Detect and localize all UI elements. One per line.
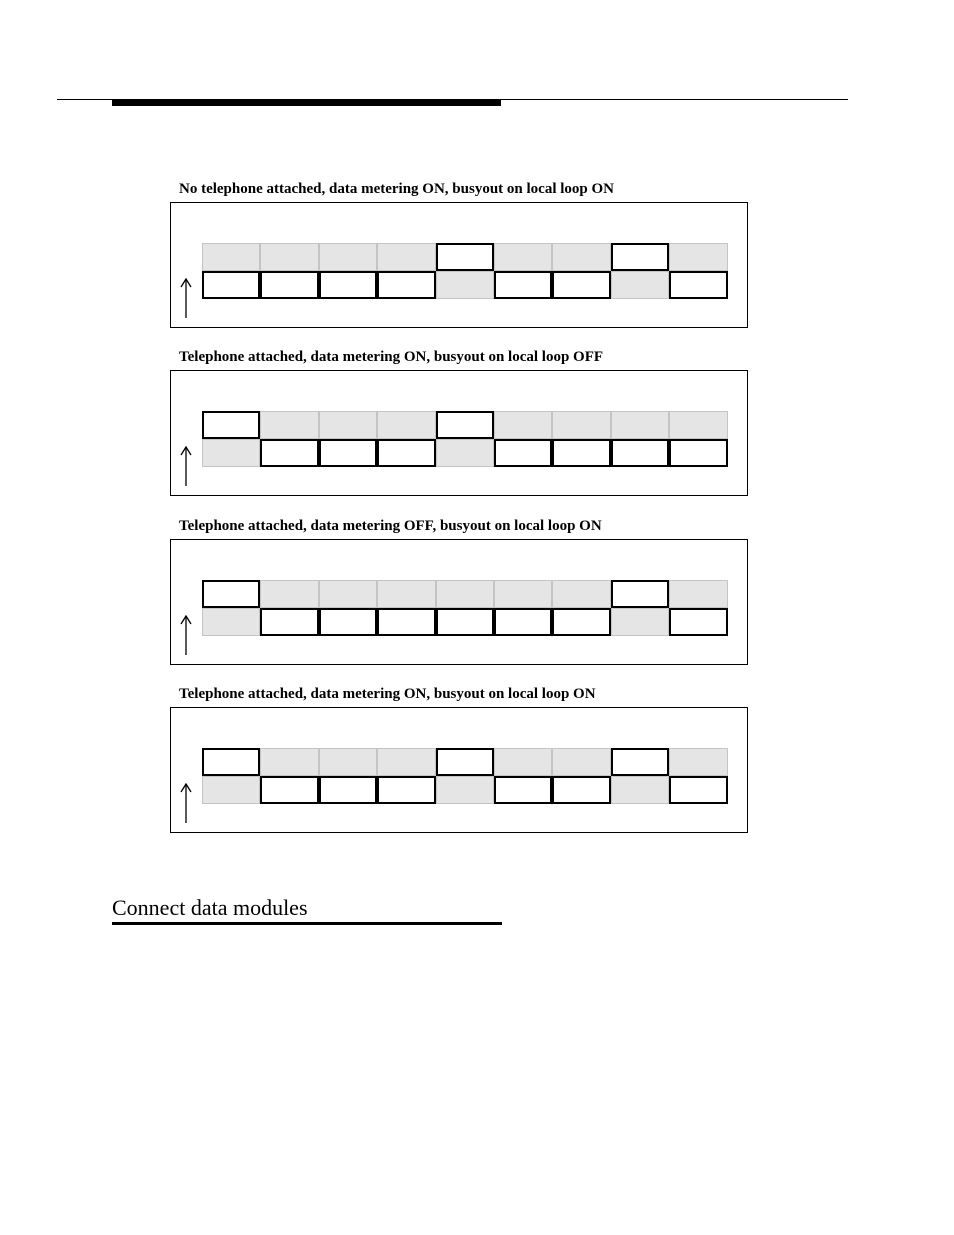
switch-position-7-off [552, 748, 610, 776]
switch-position-2-on [260, 271, 318, 299]
switch-position-9-off [669, 243, 727, 271]
switch-position-8-on [611, 580, 669, 608]
switch-position-3-off [319, 748, 377, 776]
up-arrow-icon [179, 277, 193, 319]
up-arrow-icon [179, 782, 193, 824]
section-heading: Connect data modules [112, 895, 308, 920]
switch-position-2-on [260, 608, 318, 636]
switch-position-3-off [319, 411, 377, 439]
switch-position-8-off [611, 608, 669, 636]
switch-position-7-on [552, 776, 610, 804]
switch-position-1-on [202, 411, 260, 439]
switch-position-7-off [552, 243, 610, 271]
switch-position-1-off [202, 243, 260, 271]
switch-position-3-on [319, 776, 377, 804]
switch-position-2-off [260, 411, 318, 439]
switch-position-8-off [611, 776, 669, 804]
switch-position-4-off [377, 243, 435, 271]
switch-row-bottom [202, 271, 728, 299]
switch-row-top [202, 748, 728, 776]
switch-row-top [202, 243, 728, 271]
switch-position-9-on [669, 608, 727, 636]
switch-position-4-off [377, 748, 435, 776]
up-arrow-icon [179, 614, 193, 656]
switch-position-4-on [377, 608, 435, 636]
switch-position-5-off [436, 439, 494, 467]
switch-position-7-on [552, 608, 610, 636]
switch-position-9-off [669, 748, 727, 776]
switch-position-5-on [436, 748, 494, 776]
switch-row-bottom [202, 439, 728, 467]
switch-position-4-on [377, 439, 435, 467]
switch-position-6-on [494, 776, 552, 804]
header-rule-accent [112, 99, 501, 106]
up-arrow-icon [179, 445, 193, 487]
switch-position-9-on [669, 439, 727, 467]
switch-position-8-on [611, 243, 669, 271]
switch-position-8-off [611, 271, 669, 299]
switch-position-4-off [377, 580, 435, 608]
diagram-caption: No telephone attached, data metering ON, busyout on local loop ON [179, 181, 614, 197]
switch-position-7-off [552, 411, 610, 439]
switch-position-9-on [669, 271, 727, 299]
switch-position-3-on [319, 608, 377, 636]
switch-position-1-on [202, 580, 260, 608]
switch-position-3-on [319, 439, 377, 467]
switch-position-2-off [260, 243, 318, 271]
switch-position-8-on [611, 748, 669, 776]
diagram-caption: Telephone attached, data metering ON, busyout on local loop OFF [179, 349, 604, 365]
diagram-frame [170, 370, 748, 496]
switch-position-5-off [436, 580, 494, 608]
switch-position-9-off [669, 580, 727, 608]
switch-position-2-off [260, 748, 318, 776]
diagram-frame [170, 202, 748, 328]
switch-position-5-on [436, 411, 494, 439]
switch-position-6-on [494, 439, 552, 467]
switch-row-bottom [202, 776, 728, 804]
switch-position-5-off [436, 776, 494, 804]
switch-position-6-off [494, 580, 552, 608]
switch-position-1-on [202, 271, 260, 299]
switch-row-bottom [202, 608, 728, 636]
switch-position-3-on [319, 271, 377, 299]
switch-position-5-on [436, 243, 494, 271]
switch-position-5-on [436, 608, 494, 636]
switch-position-4-on [377, 271, 435, 299]
switch-position-1-on [202, 748, 260, 776]
switch-position-4-off [377, 411, 435, 439]
switch-position-6-off [494, 411, 552, 439]
switch-position-5-off [436, 271, 494, 299]
switch-position-8-on [611, 439, 669, 467]
switch-position-9-off [669, 411, 727, 439]
switch-position-1-off [202, 608, 260, 636]
switch-position-6-on [494, 608, 552, 636]
section-heading-rule [112, 922, 502, 925]
switch-position-4-on [377, 776, 435, 804]
switch-position-7-on [552, 439, 610, 467]
switch-position-2-off [260, 580, 318, 608]
switch-row-top [202, 580, 728, 608]
switch-position-2-on [260, 439, 318, 467]
diagram-frame [170, 707, 748, 833]
diagram-frame [170, 539, 748, 665]
switch-position-1-off [202, 776, 260, 804]
switch-position-7-on [552, 271, 610, 299]
switch-position-6-off [494, 748, 552, 776]
diagram-caption: Telephone attached, data metering OFF, busyout on local loop ON [179, 518, 602, 534]
diagram-caption: Telephone attached, data metering ON, busyout on local loop ON [179, 686, 596, 702]
switch-position-6-off [494, 243, 552, 271]
switch-row-top [202, 411, 728, 439]
switch-position-3-off [319, 243, 377, 271]
switch-position-2-on [260, 776, 318, 804]
switch-position-9-on [669, 776, 727, 804]
switch-position-3-off [319, 580, 377, 608]
switch-position-8-off [611, 411, 669, 439]
switch-position-1-off [202, 439, 260, 467]
switch-position-7-off [552, 580, 610, 608]
switch-position-6-on [494, 271, 552, 299]
